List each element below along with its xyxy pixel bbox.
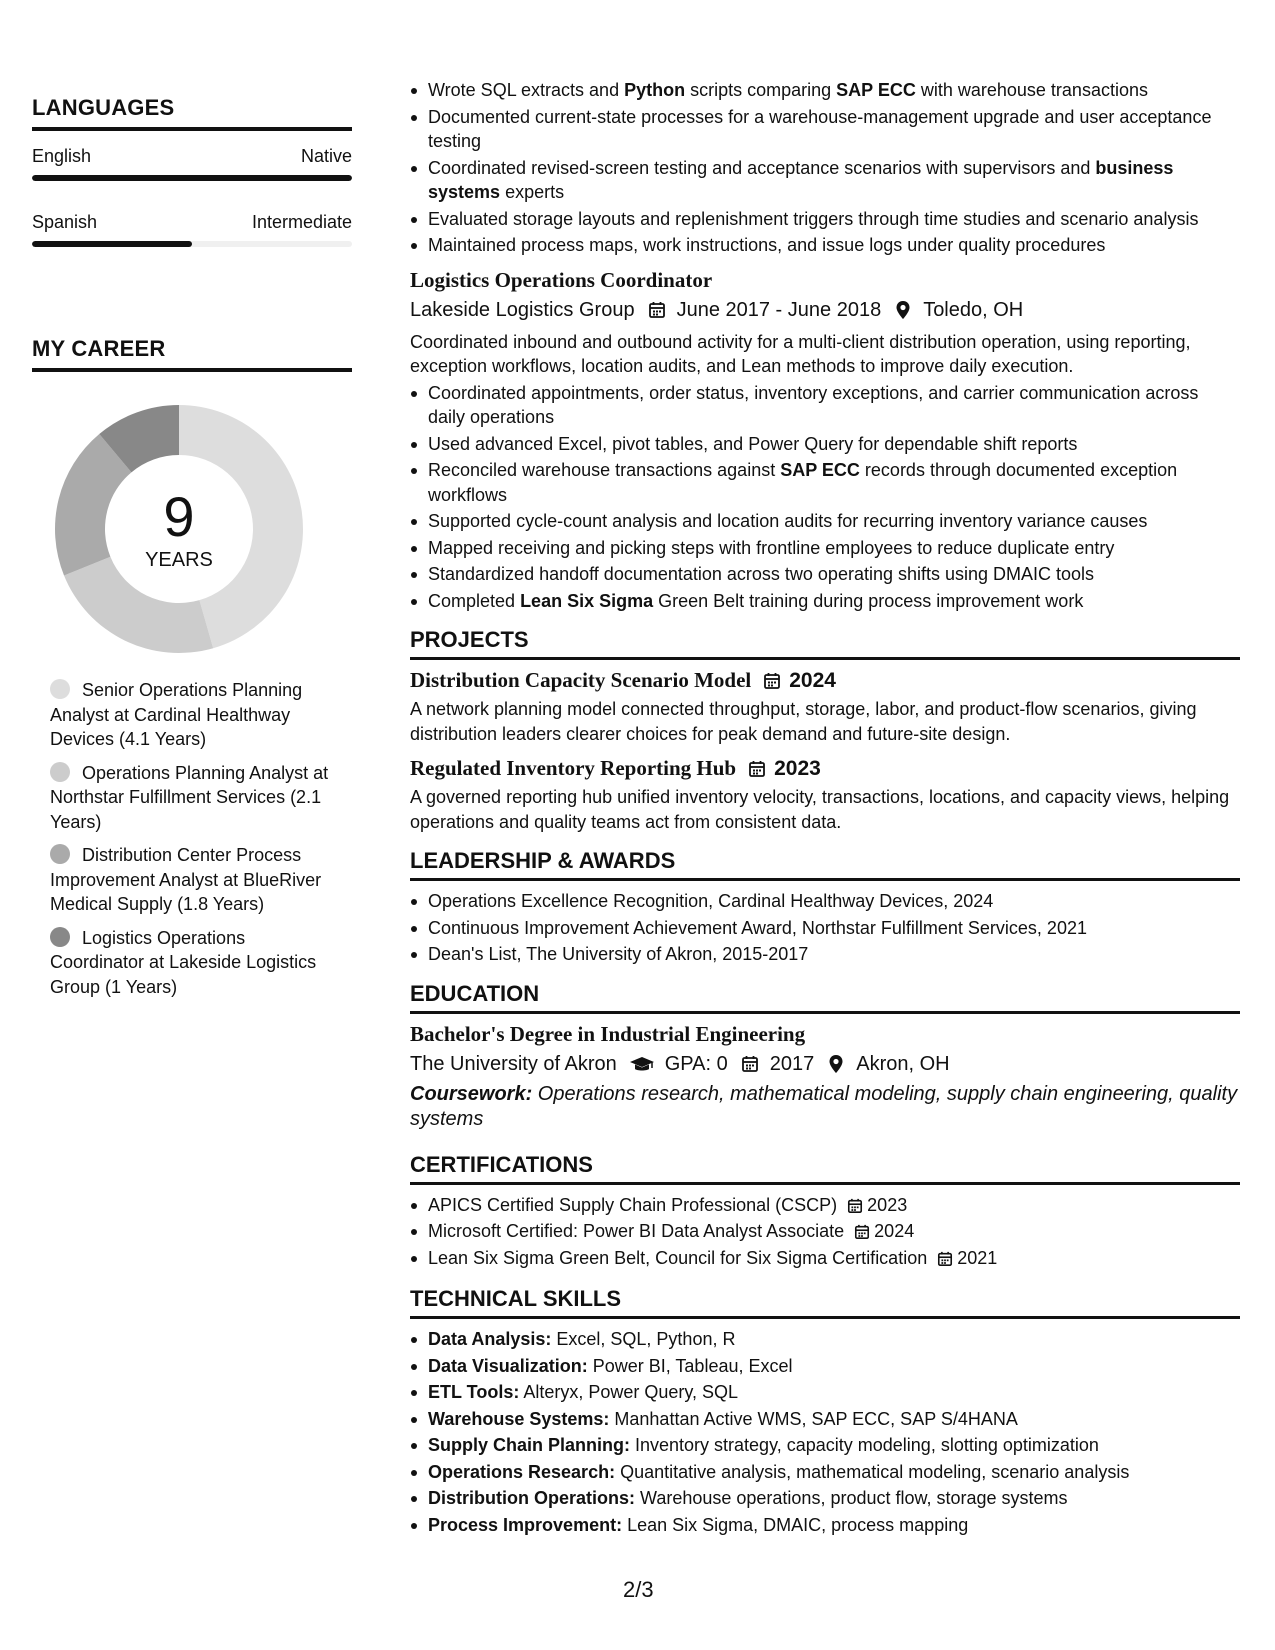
skill-item: Process Improvement: Lean Six Sigma, DMAIC, process mapping xyxy=(410,1513,1240,1538)
skill-item: Warehouse Systems: Manhattan Active WMS, SAP ECC, SAP S/4HANA xyxy=(410,1407,1240,1432)
coursework-text: Operations research, mathematical modeling, supply chain engineering, quality systems xyxy=(410,1082,1238,1130)
job-summary: Coordinated inbound and outbound activity for a multi-client distribution operation, using reporting, exception workflows, location audits, and Lean methods to improve daily execution. xyxy=(410,331,1191,376)
calendar-icon xyxy=(647,300,667,320)
language-row-spanish xyxy=(32,212,352,233)
language-bar-fill xyxy=(32,241,192,247)
certification-item xyxy=(410,1219,1240,1244)
project-year: 2024 xyxy=(789,668,836,692)
skill-item: Data Analysis: Excel, SQL, Python, R xyxy=(410,1327,1240,1352)
legend-dot xyxy=(50,927,70,947)
calendar-icon xyxy=(847,1198,863,1214)
project-description: A governed reporting hub unified inventory velocity, transactions, locations, and capacity views, helping operations and quality teams act from consistent data. xyxy=(410,787,1230,832)
project-title-row xyxy=(410,668,1240,693)
legend-text: Senior Operations Planning Analyst at Cardinal Healthway Devices (4.1 Years) xyxy=(50,680,303,749)
skill-label: ETL Tools: xyxy=(428,1382,520,1402)
career-total-years: 9 xyxy=(163,484,195,548)
job-bullet: Used advanced Excel, pivot tables, and Power Query for dependable shift reports xyxy=(410,432,1240,457)
gpa: GPA: 0 xyxy=(664,1052,728,1075)
skill-item: Operations Research: Quantitative analysis, mathematical modeling, scenario analysis xyxy=(410,1460,1240,1485)
skills-list xyxy=(410,1327,1240,1537)
skill-item: Data Visualization: Power BI, Tableau, Excel xyxy=(410,1354,1240,1379)
education-meta xyxy=(410,1053,1240,1076)
experience-bullet: Wrote SQL extracts and Python scripts comparing SAP ECC with warehouse transactions xyxy=(410,78,1240,103)
language-level: Intermediate xyxy=(251,212,352,232)
job-bullet: Standardized handoff documentation across two operating shifts using DMAIC tools xyxy=(410,562,1240,587)
education-heading: EDUCATION xyxy=(410,981,1240,1014)
career-legend-item xyxy=(50,761,340,835)
calendar-icon xyxy=(748,760,766,778)
coursework xyxy=(410,1082,1240,1132)
projects-heading: PROJECTS xyxy=(410,627,1240,660)
career-legend-item xyxy=(50,843,340,917)
graduation-cap-icon xyxy=(629,1054,655,1074)
page-number: 2/3 xyxy=(623,1577,654,1602)
language-bar-spanish xyxy=(32,241,352,247)
language-bar-english xyxy=(32,175,352,181)
experience-bullet: Coordinated revised-screen testing and acceptance scenarios with supervisors and business systems experts xyxy=(410,156,1240,205)
leadership-list xyxy=(410,889,1240,967)
school-name: The University of Akron xyxy=(410,1052,617,1075)
career-total-unit: YEARS xyxy=(145,548,213,571)
job-title: Logistics Operations Coordinator xyxy=(410,267,713,292)
experience-bullet: Maintained process maps, work instructions, and issue logs under quality procedures xyxy=(410,233,1240,258)
career-legend xyxy=(50,678,340,1008)
legend-dot xyxy=(50,762,70,782)
skill-label: Operations Research: xyxy=(428,1461,616,1482)
experience-bullet: Evaluated storage layouts and replenishment triggers through time studies and scenario analysis xyxy=(410,207,1240,232)
legend-text: Logistics Operations Coordinator at Lakeside Logistics Group (1 Years) xyxy=(50,927,317,997)
job-bullet: Mapped receiving and picking steps with frontline employees to reduce duplicate entry xyxy=(410,536,1240,561)
certification-year: 2024 xyxy=(874,1221,915,1241)
certification-name: Microsoft Certified: Power BI Data Analyst Associate xyxy=(428,1221,845,1241)
skill-label: Process Improvement: xyxy=(428,1514,623,1535)
job-bullets xyxy=(410,381,1240,614)
skill-item: Distribution Operations: Warehouse operations, product flow, storage systems xyxy=(410,1486,1240,1511)
job-bullet: Reconciled warehouse transactions against SAP ECC records through documented exception workflows xyxy=(410,458,1240,507)
project-title-row xyxy=(410,756,1240,781)
school-location: Akron, OH xyxy=(856,1052,950,1075)
skill-label: Distribution Operations: xyxy=(428,1488,635,1508)
certifications-heading: CERTIFICATIONS xyxy=(410,1152,1240,1185)
career-legend-item xyxy=(50,678,340,752)
career-legend-item xyxy=(50,926,340,1000)
calendar-icon xyxy=(854,1224,870,1240)
right-column xyxy=(410,78,1240,1539)
calendar-icon xyxy=(937,1251,953,1267)
languages-heading: LANGUAGES xyxy=(32,95,352,131)
certification-item xyxy=(410,1193,1240,1218)
job-company: Lakeside Logistics Group xyxy=(410,298,635,321)
skill-label: Warehouse Systems: xyxy=(428,1408,610,1429)
certification-year: 2021 xyxy=(957,1247,998,1268)
project-year: 2023 xyxy=(774,756,821,780)
legend-text: Operations Planning Analyst at Northstar Fulfillment Services (2.1 Years) xyxy=(50,762,329,832)
experience-bullets-continued xyxy=(410,78,1240,258)
job-meta xyxy=(410,299,1240,322)
calendar-icon xyxy=(763,672,781,690)
skill-item: ETL Tools: Alteryx, Power Query, SQL xyxy=(410,1380,1240,1405)
project-description: A network planning model connected throughput, storage, labor, and product-flow scenarios, giving distribution leaders clearer choices for peak demand and future-site design. xyxy=(410,699,1197,744)
project-title: Regulated Inventory Reporting Hub xyxy=(410,756,737,780)
career-donut-chart xyxy=(54,404,304,654)
job-bullet: Completed Lean Six Sigma Green Belt training during process improvement work xyxy=(410,589,1240,614)
job-bullet: Supported cycle-count analysis and location audits for recurring inventory variance causes xyxy=(410,509,1240,534)
legend-dot xyxy=(50,679,70,699)
certifications-list xyxy=(410,1193,1240,1271)
language-bar-fill xyxy=(32,175,352,181)
project-title: Distribution Capacity Scenario Model xyxy=(410,668,752,692)
legend-text: Distribution Center Process Improvement Analyst at BlueRiver Medical Supply (1.8 Years) xyxy=(50,845,322,914)
language-row-english xyxy=(32,146,352,167)
coursework-label: Coursework: xyxy=(410,1082,533,1105)
donut-center xyxy=(54,404,304,654)
skill-label: Data Analysis: xyxy=(428,1329,552,1349)
map-pin-icon xyxy=(893,300,913,320)
leadership-item: Operations Excellence Recognition, Cardinal Healthway Devices, 2024 xyxy=(410,889,1240,914)
skill-label: Supply Chain Planning: xyxy=(428,1435,630,1455)
language-level: Native xyxy=(300,146,352,166)
legend-dot xyxy=(50,844,70,864)
certification-year: 2023 xyxy=(867,1194,908,1215)
leadership-item: Dean's List, The University of Akron, 2015-2017 xyxy=(410,942,1240,967)
job-location: Toledo, OH xyxy=(923,298,1024,321)
certification-item xyxy=(410,1246,1240,1271)
certification-name: APICS Certified Supply Chain Professional (CSCP) xyxy=(428,1194,838,1215)
career-heading: MY CAREER xyxy=(32,336,352,372)
calendar-icon xyxy=(740,1054,760,1074)
skill-label: Data Visualization: xyxy=(428,1355,588,1376)
leadership-heading: LEADERSHIP & AWARDS xyxy=(410,848,1240,881)
map-pin-icon xyxy=(826,1054,846,1074)
language-name: English xyxy=(32,146,92,166)
skill-item: Supply Chain Planning: Inventory strategy, capacity modeling, slotting optimization xyxy=(410,1433,1240,1458)
skills-heading: TECHNICAL SKILLS xyxy=(410,1286,1240,1319)
graduation-year: 2017 xyxy=(769,1052,815,1075)
certification-name: Lean Six Sigma Green Belt, Council for Six Sigma Certification xyxy=(428,1247,928,1268)
experience-bullet: Documented current-state processes for a warehouse-management upgrade and user acceptance testing xyxy=(410,105,1240,154)
degree-title: Bachelor's Degree in Industrial Engineering xyxy=(410,1021,806,1046)
leadership-item: Continuous Improvement Achievement Award, Northstar Fulfillment Services, 2021 xyxy=(410,916,1240,941)
job-dates: June 2017 - June 2018 xyxy=(676,298,882,321)
language-name: Spanish xyxy=(32,212,98,232)
job-bullet: Coordinated appointments, order status, inventory exceptions, and carrier communication across daily operations xyxy=(410,381,1240,430)
